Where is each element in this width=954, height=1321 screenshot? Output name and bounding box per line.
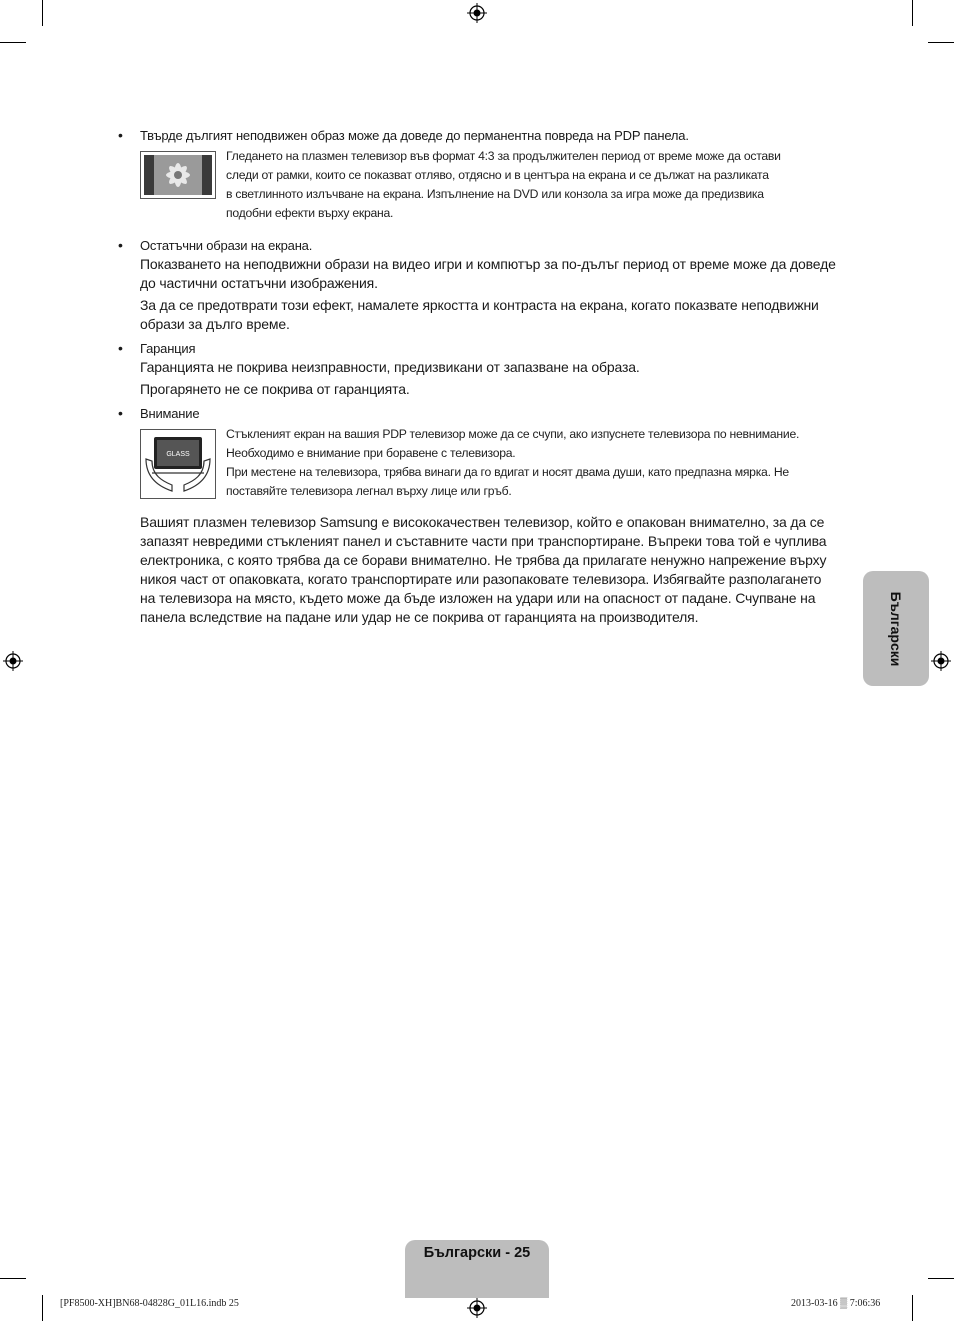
crop-mark — [42, 0, 43, 26]
section-caution — [118, 404, 838, 501]
footer-file-info: [PF8500-XH]BN68-04828G_01L16.indb 25 — [60, 1298, 239, 1309]
registration-mark-icon — [467, 3, 487, 23]
section-paragraph: За да се предотврати този ефект, намалете яркостта и контраста на екрана, когато показвате неподвижни образи за дълго време. — [140, 297, 819, 332]
language-side-tab — [863, 571, 929, 686]
section-paragraph: Показването на неподвижни образи на видео игри и компютър за по-дълъг период от време може да доведе до частични остатъчни изображения. — [140, 256, 836, 291]
page-number-label: Български - 25 — [423, 1245, 531, 1261]
section-body — [226, 147, 781, 223]
crop-mark — [42, 1295, 43, 1321]
bullet-icon: • — [118, 405, 123, 421]
closing-paragraph: Вашият плазмен телевизор Samsung е висококачествен телевизор, който е опакован внимателно, за да се запазят невредими стъкленият панел и съставните части при транспортиране. Въпреки това той е чуплива електроника, с която трябва да се борави внимателно. Не трябва да прилагате ненужно напрежение върху никоя част от опаковката, когато транспортирате или разопаковате телевизора. Избягвайте разполагането на телевизора на място, където може да бъде изложен на удари или на опасност от падане. Счупване на панела вследствие на падане или удар не се покрива от гаранцията на производителя. — [140, 514, 827, 625]
section-paragraph: Прогарянето не се покрива от гаранцията. — [140, 381, 410, 397]
body-line: поставяйте телевизора легнал върху лице или гръб. — [226, 484, 512, 498]
body-line: в светлинното излъчване на екрана. Изпълнение на DVD или конзола за игра може да предизвика — [226, 187, 764, 201]
body-line: Стъкленият екран на вашия PDP телевизор може да се счупи, ако изпуснете телевизора по невнимание. — [226, 427, 800, 441]
flower-tv-screen-icon — [140, 151, 216, 199]
section-afterimages — [118, 236, 838, 334]
registration-mark-icon — [931, 651, 951, 671]
glass-label: GLASS — [166, 451, 190, 458]
crop-mark — [912, 0, 913, 26]
body-line: следи от рамки, които се показват отляво, отдясно и в центъра на екрана и се дължат на разликата — [226, 168, 769, 182]
registration-mark-icon — [3, 651, 23, 671]
glass-tv-hands-icon — [140, 429, 216, 499]
footer-timestamp: 2013-03-16 ▒ 7:06:36 — [791, 1298, 881, 1309]
registration-mark-icon — [467, 1298, 487, 1318]
image-text-row — [140, 147, 838, 223]
section-heading: Твърде дългият неподвижен образ може да доведе до перманентна повреда на PDP панела. — [140, 128, 689, 143]
body-line: Гледането на плазмен телевизор във формат 4:3 за продължителен период от време може да остави — [226, 149, 781, 163]
crop-mark — [0, 42, 26, 43]
image-text-row — [140, 425, 838, 501]
page-content — [118, 126, 838, 627]
crop-mark — [912, 1295, 913, 1321]
section-heading: Остатъчни образи на екрана. — [140, 238, 313, 253]
body-line: При местене на телевизора, трябва винаги да го вдигат и носят двама души, като предпазна мярка. Не — [226, 465, 789, 479]
crop-mark — [0, 1278, 26, 1279]
section-warranty — [118, 339, 838, 399]
body-line: подобни ефекти върху екрана. — [226, 206, 394, 220]
bullet-icon: • — [118, 127, 123, 143]
bullet-icon: • — [118, 340, 123, 356]
body-line: Необходимо е внимание при боравене с телевизора. — [226, 446, 516, 460]
section-paragraph: Гаранцията не покрива неизправности, предизвикани от запазване на образа. — [140, 359, 640, 375]
page-number-box — [405, 1240, 549, 1298]
section-heading: Гаранция — [140, 341, 196, 356]
section-heading: Внимание — [140, 406, 200, 421]
bullet-icon: • — [118, 237, 123, 253]
crop-mark — [928, 42, 954, 43]
section-body — [226, 425, 799, 501]
section-pdp-damage — [118, 126, 838, 226]
crop-mark — [928, 1278, 954, 1279]
language-side-tab-label: Български — [888, 591, 904, 666]
